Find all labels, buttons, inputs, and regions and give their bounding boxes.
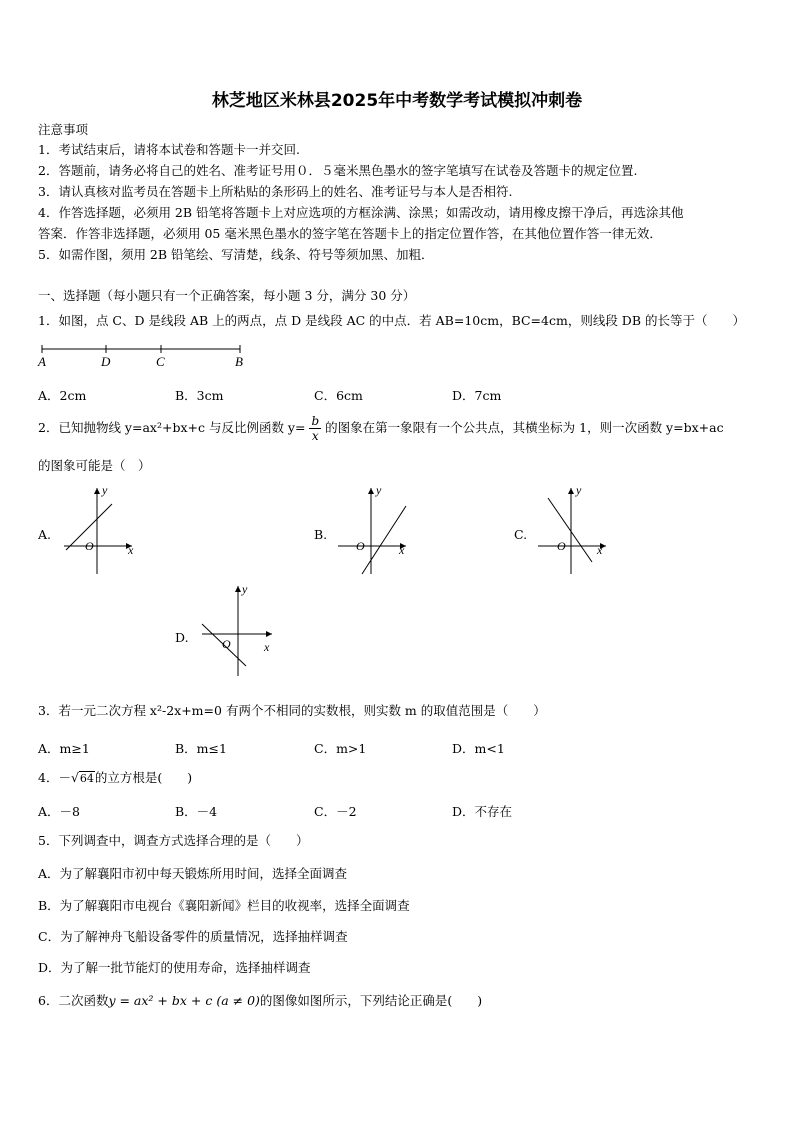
svg-text:O: O xyxy=(557,539,566,553)
option: A．为了解襄阳市初中每天锻炼所用时间，选择全面调查 xyxy=(38,866,348,881)
question-2-stem: 2．已知抛物线 y=ax²+bx+c 与反比例函数 y= $\frac{b}{x}$ 的图象在第一象限有一个公共点，其横坐标为 1，则一次函数 y=bx+ac xyxy=(38,414,724,443)
notice-item: 2．答题前，请务必将自己的姓名、准考证号用０．５毫米黑色墨水的签字笔填写在试卷及答题卡的规定位置. xyxy=(38,163,638,178)
notice-item: 5．如需作图，须用 2B 铅笔绘、写清楚，线条、符号等须加黑、加粗． xyxy=(38,247,434,262)
svg-text:x: x xyxy=(264,640,270,654)
svg-text:y: y xyxy=(102,483,108,497)
notice-item: 答案．作答非选择题，必须用 05 毫米黑色墨水的签字笔在答题卡上的指定位置作答，在其他位置作答一律无效． xyxy=(38,226,662,241)
graph-option-d xyxy=(198,580,288,680)
option: C．－2 xyxy=(314,804,357,819)
option: A．－8 xyxy=(38,804,80,819)
graph-option-a xyxy=(60,482,150,578)
option: D．不存在 xyxy=(452,804,513,819)
option: B．m≤1 xyxy=(175,741,227,756)
question-4-stem: 4．－√64的立方根是( ) xyxy=(38,770,193,785)
svg-text:O: O xyxy=(85,539,94,553)
point-label: A xyxy=(38,354,46,369)
option: C．为了解神舟飞船设备零件的质量情况，选择抽样调查 xyxy=(38,929,348,944)
svg-text:y: y xyxy=(576,483,582,497)
radical: 64 xyxy=(79,772,94,785)
svg-text:O: O xyxy=(356,539,365,553)
section-heading: 一、选择题（每小题只有一个正确答案，每小题 3 分，满分 30 分） xyxy=(38,288,416,303)
svg-text:x: x xyxy=(399,543,405,557)
notice-item: 3．请认真核对监考员在答题卡上所粘贴的条形码上的姓名、准考证号与本人是否相符. xyxy=(38,184,513,199)
option: A．m≥1 xyxy=(38,741,90,756)
svg-text:O: O xyxy=(222,637,231,651)
page-title: 林芝地区米林县2025年中考数学考试模拟冲刺卷 xyxy=(211,91,583,111)
formula: y = ax² + bx + c (a ≠ 0) xyxy=(108,993,260,1008)
question-2-stem-cont: 的图象可能是（ ） xyxy=(38,458,151,473)
option: D．7cm xyxy=(452,388,502,403)
question-5-stem: 5．下列调查中，调查方式选择合理的是（ ） xyxy=(38,833,309,848)
option: B．为了解襄阳市电视台《襄阳新闻》栏目的收视率，选择全面调查 xyxy=(38,898,410,913)
fraction: $\frac{b}{x}$ xyxy=(311,414,320,443)
option: D．m<1 xyxy=(452,741,505,756)
option-label: C. xyxy=(514,527,528,542)
graph-option-b xyxy=(334,482,424,578)
question-3-stem: 3．若一元二次方程 x²-2x+m=0 有两个不相同的实数根，则实数 m 的取值范围是（ ） xyxy=(38,703,546,718)
option: A．2cm xyxy=(38,388,87,403)
graph-option-c xyxy=(534,482,624,578)
option: B．3cm xyxy=(175,388,224,403)
svg-text:x: x xyxy=(597,543,603,557)
question-1-stem: 1．如图，点 C、D 是线段 AB 上的两点，点 D 是线段 AC 的中点．若 AB=10cm，BC=4cm，则线段 DB 的长等于（ ） xyxy=(38,313,745,328)
point-label: C xyxy=(156,354,165,369)
segment-figure xyxy=(34,340,254,370)
point-label: B xyxy=(235,354,243,369)
question-6-stem: 6．二次函数y = ax² + bx + c (a ≠ 0)的图像如图所示，下列结论正确是( ) xyxy=(38,993,483,1008)
option: C．6cm xyxy=(314,388,363,403)
notice-heading: 注意事项 xyxy=(38,122,89,137)
svg-text:y: y xyxy=(376,483,382,497)
option-label: B. xyxy=(314,527,328,542)
option-label: A. xyxy=(38,527,52,542)
svg-text:x: x xyxy=(128,543,134,557)
notice-item: 1．考试结束后，请将本试卷和答题卡一并交回. xyxy=(38,142,300,157)
point-label: D xyxy=(101,354,111,369)
option: C．m>1 xyxy=(314,741,367,756)
option: B．－4 xyxy=(175,804,218,819)
svg-text:y: y xyxy=(242,582,248,596)
option-label: D. xyxy=(175,630,189,645)
notice-item: 4．作答选择题，必须用 2B 铅笔将答题卡上对应选项的方框涂满、涂黑；如需改动，请用橡皮擦干净后，再选涂其他 xyxy=(38,205,684,220)
option: D．为了解一批节能灯的使用寿命，选择抽样调查 xyxy=(38,960,311,975)
